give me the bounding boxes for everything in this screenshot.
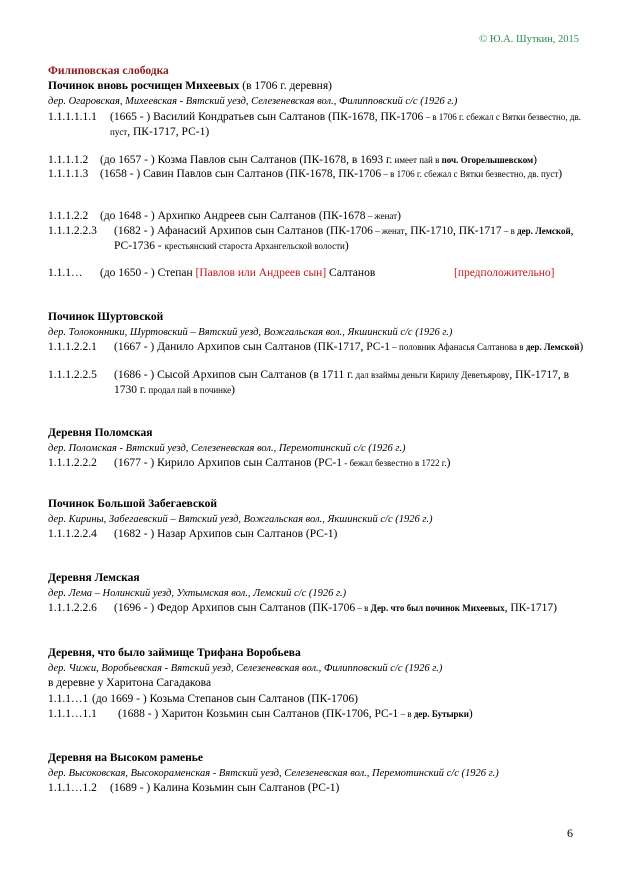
section-title: Деревня на Высоком раменье	[48, 752, 203, 764]
entry-text: (1667 - ) Данило Архипов сын Салтанов (ПК-1717, РС-1 – половник Афанасья Салтанова в дер. Лемской)	[114, 341, 584, 353]
entry-code: 1.1.1.2.2.5	[48, 369, 97, 381]
entry-row	[48, 340, 588, 355]
entry-row	[48, 167, 588, 182]
entry-code: 1.1.1.2.2.6	[48, 602, 97, 614]
entry-row	[48, 601, 588, 616]
uncertainty-note: [предположительно]	[454, 267, 555, 279]
entry-text: (1682 - ) Назар Архипов сын Салтанов (РС-1)	[114, 528, 338, 540]
entry-row	[48, 266, 588, 281]
section-heading: Филиповская слободка	[48, 65, 169, 77]
entry-row	[48, 368, 588, 398]
entry-row	[48, 224, 588, 254]
section-lemskaya	[48, 571, 588, 601]
entry-code: 1.1.1.2.2.3	[48, 225, 97, 237]
entry-row	[48, 707, 588, 722]
section-zabegaevskoy	[48, 497, 588, 527]
entry-row	[48, 692, 588, 707]
entry-text: (1689 - ) Калина Козьмин сын Салтанов (РС-1)	[110, 782, 340, 794]
entry-row	[48, 527, 588, 542]
entry-row	[48, 209, 588, 224]
entry-code: 1.1.1.2.2.1	[48, 341, 97, 353]
entry-text: (1658 - ) Савин Павлов сын Салтанов (ПК-1678, ПК-1706 – в 1706 г. сбежал с Вятки безвестно, дв. пуст)	[100, 168, 563, 180]
section-title: Починок Шуртовской	[48, 311, 164, 323]
entry-text: (до 1657 - ) Козма Павлов сын Салтанов (ПК-1678, в 1693 г. имеет пай в поч. Огорелышевском)	[100, 154, 538, 166]
entry-code: 1.1.1…1.1	[48, 708, 97, 720]
copyright-notice: © Ю.А. Шуткин, 2015	[479, 34, 579, 45]
entry-code: 1.1.1.1.1.1	[48, 111, 97, 123]
entry-text: (1686 - ) Сысой Архипов сын Салтанов (в 1711 г. дал взаймы деньги Кирилу Деветьярову, ПК-1717, в 1730 г. продал пай в починке)	[114, 369, 570, 396]
entry-row	[48, 110, 588, 140]
entry-code: 1.1.1…1	[48, 693, 89, 705]
section-vorobyeva	[48, 646, 588, 691]
entry-text: (до 1648 - ) Архипко Андреев сын Салтанов (ПК-1678 – женат)	[100, 210, 401, 222]
uncertain-patronymic: [Павлов или Андреев сын]	[195, 267, 327, 279]
section-vysokom-ramenye	[48, 751, 588, 781]
entry-row	[48, 153, 588, 168]
entry-text: (1665 - ) Василий Кондратьев сын Салтанов (ПК-1678, ПК-1706 – в 1706 г. сбежал с Вятки безвестно, дв. пуст, ПК-1717, РС-1)	[110, 111, 581, 138]
section-title: Починок вновь росчищен Михеевых (в 1706 г. деревня)	[48, 80, 332, 92]
section-title: Деревня Лемская	[48, 572, 140, 584]
section-subtitle: дер. Высоковская, Высокораменская - Вятский уезд, Селезеневская вол., Перемотинский с/с (1926 г.)	[48, 768, 499, 779]
section-title: Починок Большой Забегаевской	[48, 498, 217, 510]
section-subtitle: дер. Кирины, Забегаевский – Вятский уезд, Вожгальская вол., Якшинский с/с (1926 г.)	[48, 514, 433, 525]
entry-text: (до 1669 - ) Козьма Степанов сын Салтанов (ПК-1706)	[92, 693, 358, 705]
page-number: 6	[567, 826, 573, 840]
entry-text: (1696 - ) Федор Архипов сын Салтанов (ПК-1706 – в Дер. что был починок Михеевых, ПК-1717)	[114, 602, 557, 614]
entry-code: 1.1.1.1.2	[48, 154, 89, 166]
entry-text: (1677 - ) Кирило Архипов сын Салтанов (РС-1 - бежал безвестно в 1722 г.)	[114, 457, 451, 469]
section-subtitle: дер. Огаровская, Михеевская - Вятский уезд, Селезеневская вол., Филипповский с/с (1926 г.)	[48, 96, 458, 107]
entry-code: 1.1.1…	[48, 267, 83, 279]
section-subtitle: дер. Поломская - Вятский уезд, Селезеневская вол., Перемотинский с/с (1926 г.)	[48, 443, 406, 454]
section-polomskaya	[48, 426, 588, 456]
entry-row	[48, 456, 588, 471]
entry-code: 1.1.1…1.2	[48, 782, 97, 794]
section-filipovskaya	[48, 64, 588, 109]
section-subtitle: дер. Чижи, Воробьевская - Вятский уезд, Селезеневская вол., Филипповский с/с (1926 г.)	[48, 663, 443, 674]
entry-code: 1.1.1.2.2	[48, 210, 89, 222]
entry-text: (1682 - ) Афанасий Архипов сын Салтанов (ПК-1706 – женат, ПК-1710, ПК-1717 – в дер. Лемской, РС-1736 - крестьянский староста Архангельской волости)	[114, 225, 574, 252]
location-note: в деревне у Харитона Сагадакова	[48, 677, 212, 689]
entry-code: 1.1.1.2.2.4	[48, 528, 97, 540]
entry-row	[48, 781, 588, 796]
section-subtitle: дер. Толоконники, Шуртовский – Вятский уезд, Вожгальская вол., Якшинский с/с (1926 г.)	[48, 327, 453, 338]
section-title: Деревня, что было займище Трифана Воробьева	[48, 647, 301, 659]
section-shurtovskoy	[48, 310, 588, 340]
entry-code: 1.1.1.1.3	[48, 168, 89, 180]
section-subtitle: дер. Лема – Нолинский уезд, Ухтымская вол., Лемский с/с (1926 г.)	[48, 588, 347, 599]
entry-code: 1.1.1.2.2.2	[48, 457, 97, 469]
entry-text: (1688 - ) Харитон Козьмин сын Салтанов (ПК-1706, РС-1 – в дер. Бутырки)	[118, 708, 473, 720]
entry-text: (до 1650 - ) Степан [Павлов или Андреев сын] Салтанов	[100, 267, 376, 279]
section-title: Деревня Поломская	[48, 427, 153, 439]
